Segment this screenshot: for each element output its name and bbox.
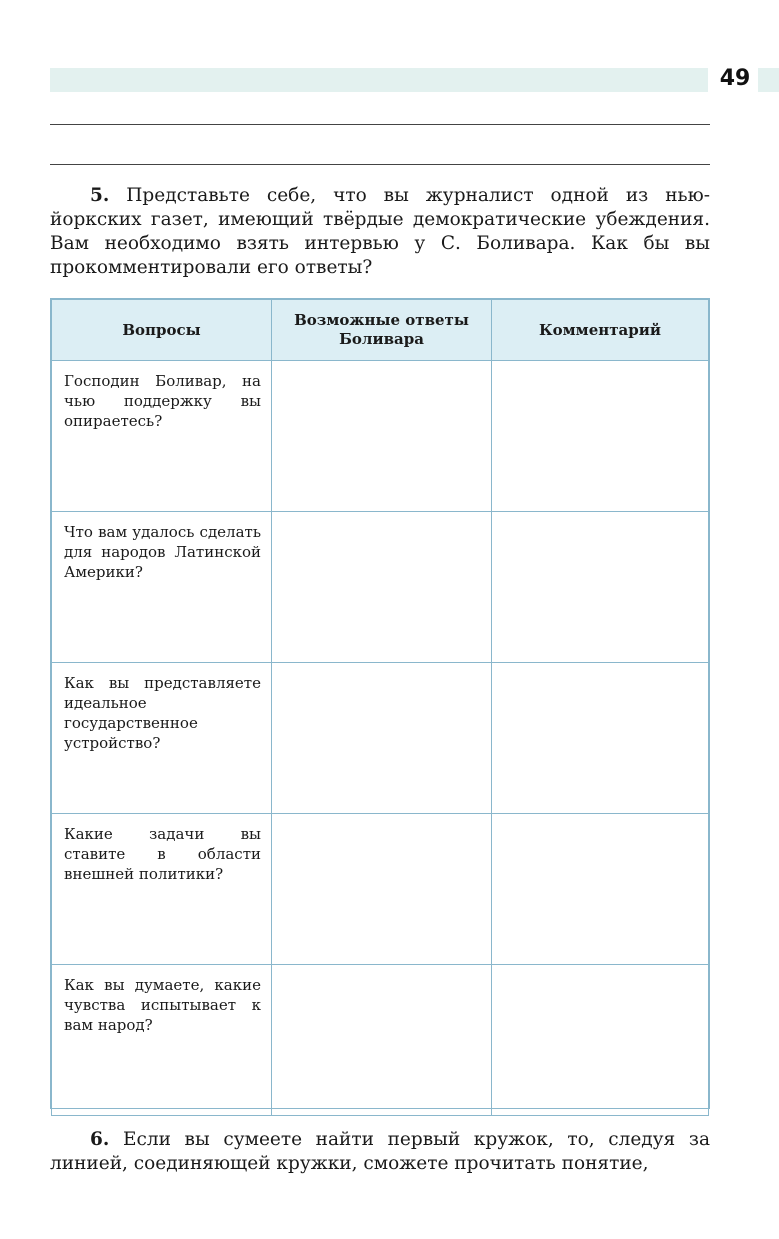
- answer-line: [50, 164, 710, 165]
- header-comment: Комментарий: [492, 300, 709, 361]
- table-row: [52, 814, 709, 965]
- page-header-band: [50, 68, 708, 92]
- table-row: [52, 663, 709, 814]
- answer-cell[interactable]: [272, 663, 492, 814]
- answer-cell[interactable]: [272, 512, 492, 663]
- task-6-number: 6.: [90, 1129, 110, 1150]
- question-cell: [52, 965, 272, 1116]
- answer-cell[interactable]: [272, 965, 492, 1116]
- question-text: Как вы представляете идеальное государственное устройство?: [64, 674, 261, 752]
- page-header-band-edge: [758, 68, 779, 92]
- comment-cell[interactable]: [492, 814, 709, 965]
- question-text: Как вы думаете, какие чувства испытывает к вам народ?: [64, 976, 261, 1034]
- comment-cell[interactable]: [492, 663, 709, 814]
- task-5: [50, 184, 710, 280]
- question-text: Господин Боливар, на чью поддержку вы опираетесь?: [64, 372, 261, 430]
- comment-cell[interactable]: [492, 361, 709, 512]
- task-6-text: Если вы сумеете найти первый кружок, то, следуя за линией, соединяющей кружки, сможете прочитать понятие,: [50, 1129, 710, 1174]
- answer-line: [50, 124, 710, 125]
- question-text: Что вам удалось сделать для народов Латинской Америки?: [64, 523, 261, 581]
- task-5-text: Представьте себе, что вы журналист одной из нью-йоркских газет, имеющий твёрдые демократические убеждения. Вам необходимо взять интервью у С. Боливара. Как бы вы прокомментировали его ответы?: [50, 185, 710, 278]
- question-text: Какие задачи вы ставите в области внешней политики?: [64, 825, 261, 883]
- question-cell: [52, 663, 272, 814]
- answer-cell[interactable]: [272, 814, 492, 965]
- header-questions: Вопросы: [52, 300, 272, 361]
- comment-cell[interactable]: [492, 965, 709, 1116]
- task-6: [50, 1128, 710, 1176]
- interview-table: [50, 298, 710, 1109]
- comment-cell[interactable]: [492, 512, 709, 663]
- question-cell: [52, 814, 272, 965]
- answer-cell[interactable]: [272, 361, 492, 512]
- table-row: [52, 512, 709, 663]
- header-answers: Возможные ответы Боливара: [272, 300, 492, 361]
- table-row: [52, 965, 709, 1116]
- question-cell: [52, 361, 272, 512]
- question-cell: [52, 512, 272, 663]
- table-row: [52, 361, 709, 512]
- task-5-number: 5.: [90, 185, 110, 206]
- page-number: 49: [719, 66, 751, 91]
- table-header-row: [52, 300, 709, 361]
